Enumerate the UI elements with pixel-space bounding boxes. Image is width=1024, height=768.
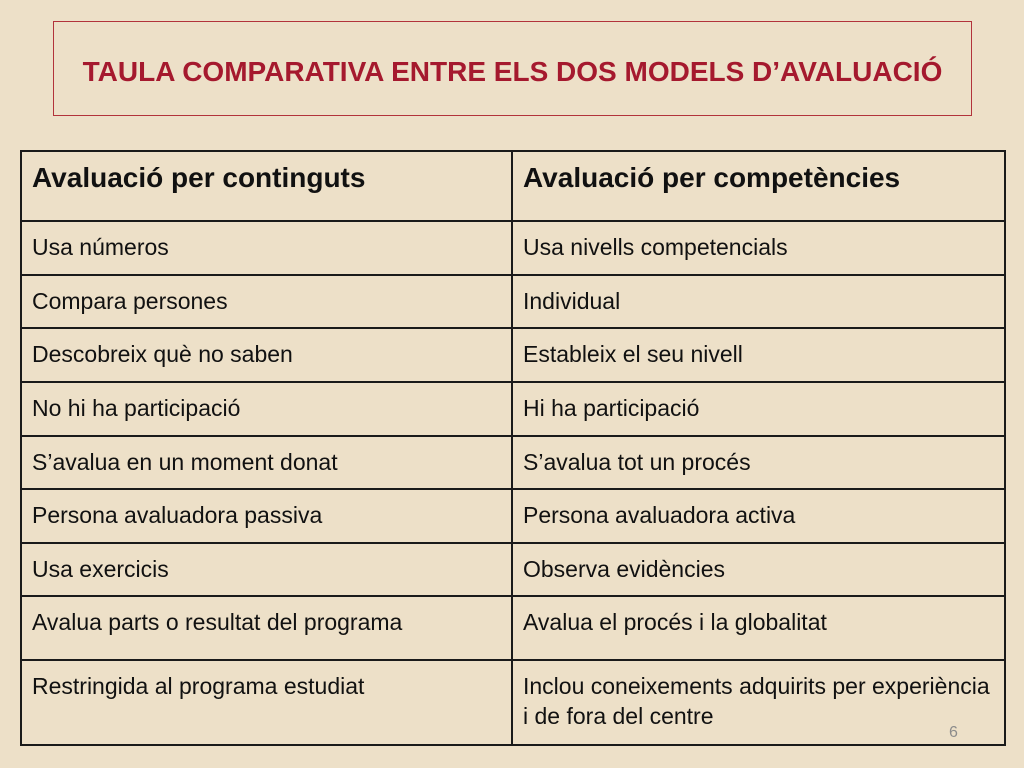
title-box bbox=[53, 21, 972, 116]
table-cell-content: Compara persones bbox=[21, 275, 512, 329]
table-row bbox=[21, 660, 1005, 745]
table-cell-content: Avalua parts o resultat del programa bbox=[21, 596, 512, 660]
table-cell-content: No hi ha participació bbox=[21, 382, 512, 436]
table-row bbox=[21, 436, 1005, 490]
table-cell-content: Persona avaluadora passiva bbox=[21, 489, 512, 543]
comparison-table bbox=[20, 150, 1006, 746]
table-cell-competency: Usa nivells competencials bbox=[512, 221, 1005, 275]
table-row bbox=[21, 382, 1005, 436]
table-cell-competency: Individual bbox=[512, 275, 1005, 329]
table-cell-competency: S’avalua tot un procés bbox=[512, 436, 1005, 490]
table-row bbox=[21, 543, 1005, 597]
table-cell-competency: Hi ha participació bbox=[512, 382, 1005, 436]
table-cell-content: Usa números bbox=[21, 221, 512, 275]
table-header-row bbox=[21, 151, 1005, 221]
header-content-evaluation: Avaluació per continguts bbox=[21, 151, 512, 221]
table-cell-competency: Avalua el procés i la globalitat bbox=[512, 596, 1005, 660]
table-cell-competency: Observa evidències bbox=[512, 543, 1005, 597]
table-cell-competency: Inclou coneixements adquirits per experiència i de fora del centre bbox=[512, 660, 1005, 745]
table-row bbox=[21, 596, 1005, 660]
page-number: 6 bbox=[949, 724, 958, 741]
table-row bbox=[21, 328, 1005, 382]
table-cell-content: Usa exercicis bbox=[21, 543, 512, 597]
table-cell-content: S’avalua en un moment donat bbox=[21, 436, 512, 490]
slide-title: TAULA COMPARATIVA ENTRE ELS DOS MODELS D’AVALUACIÓ bbox=[82, 55, 943, 87]
table-cell-content: Descobreix què no saben bbox=[21, 328, 512, 382]
table-cell-content: Restringida al programa estudiat bbox=[21, 660, 512, 745]
table-cell-competency: Estableix el seu nivell bbox=[512, 328, 1005, 382]
table-row bbox=[21, 489, 1005, 543]
header-competency-evaluation: Avaluació per competències bbox=[512, 151, 1005, 221]
table-row bbox=[21, 221, 1005, 275]
table-row bbox=[21, 275, 1005, 329]
table-cell-competency: Persona avaluadora activa bbox=[512, 489, 1005, 543]
